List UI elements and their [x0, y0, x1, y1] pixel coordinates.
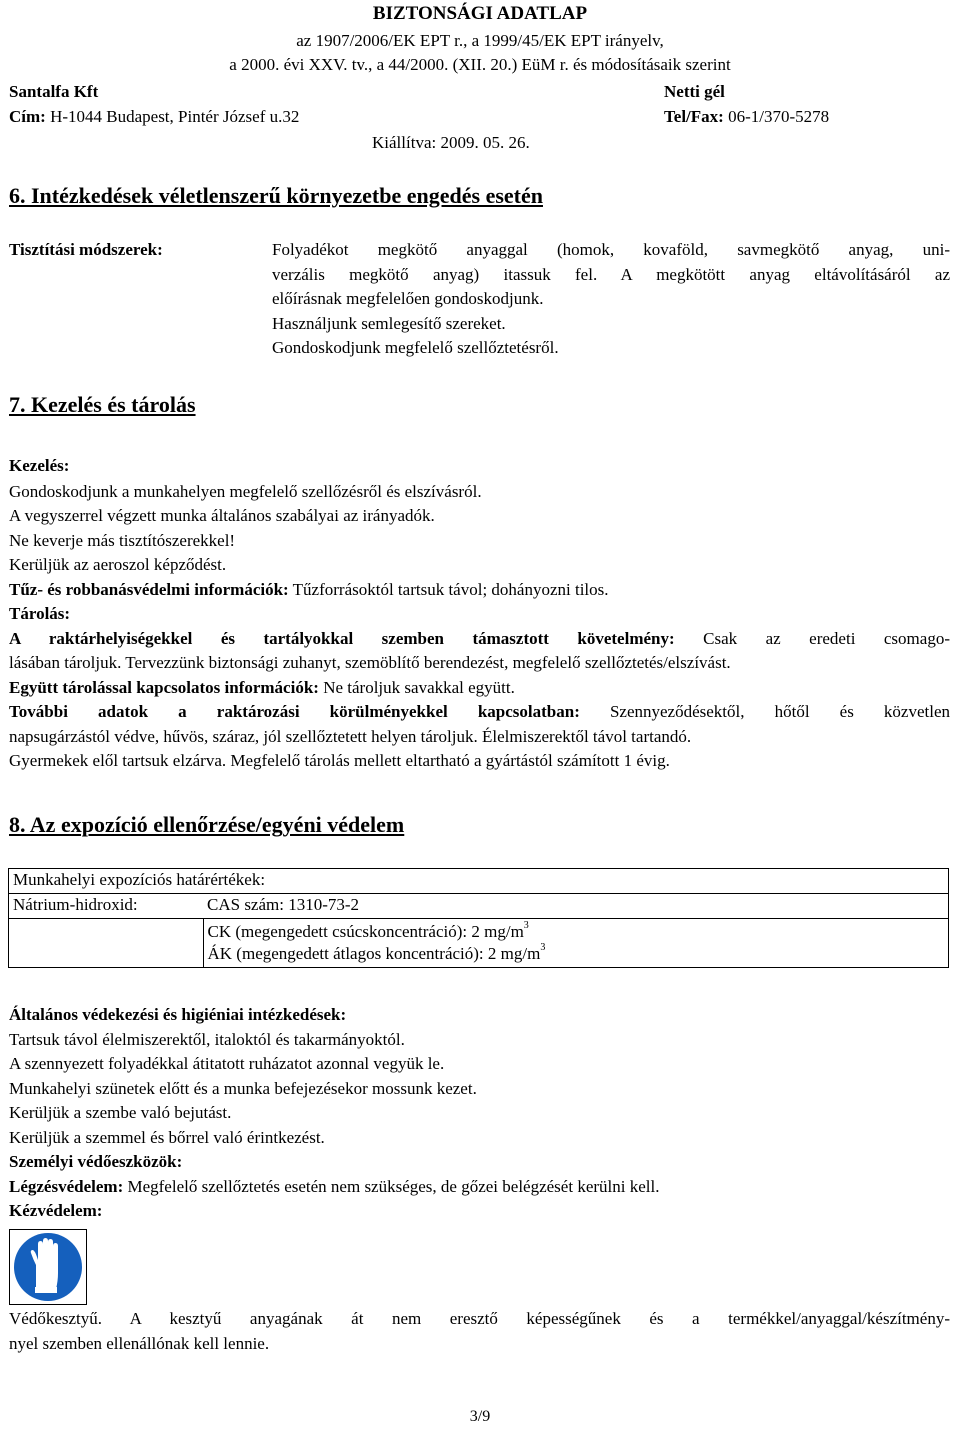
limit-values [203, 919, 949, 968]
product-name: Netti gél [664, 82, 725, 101]
glove-line: nyel szemben ellenállónak kell lennie. [9, 1333, 270, 1353]
together-storage-info: Együtt tárolással kapcsolatos információk: Ne tároljuk savakkal együtt. [9, 677, 515, 697]
further-storage-info-cont: Gyermekek elől tartsuk elzárva. Megfelelő tárolás mellett eltartható a gyártástól számított 1 évig. [9, 751, 670, 770]
text-line: Gondoskodjunk megfelelő szellőztetésről. [272, 338, 559, 357]
glove-description [9, 1307, 950, 1356]
text-line: Használjunk semlegesítő szereket. [272, 313, 506, 333]
hand-protection-label: Kézvédelem: [9, 1201, 103, 1220]
handling-line: Gondoskodjunk a munkahelyen megfelelő szellőzésről és elszívásról. [9, 481, 482, 501]
page-number: 3/9 [469, 1408, 491, 1425]
section-8-heading: 8. Az expozíció ellenőrzése/egyéni védelem [9, 812, 405, 837]
storage-requirement-cont: lásában tároljuk. Tervezzünk biztonsági zuhanyt, szemöblítő berendezést, megfelelő szellőztetés/elszívást. [9, 653, 731, 672]
company-phone: Tel/Fax: 06-1/370-5278 [664, 107, 830, 126]
ppe-label: Személyi védőeszközök: [9, 1152, 183, 1171]
hygiene-measures [9, 1003, 950, 1224]
glove-cuff [35, 1287, 57, 1293]
text-line: előírásnak megfelelően gondoskodjunk. [272, 289, 544, 308]
respiratory-protection: Légzésvédelem: Megfelelő szellőztetés esetén nem szükséges, de gőzei belégzését kerülni kell. [9, 1176, 660, 1196]
company-address: Cím: H-1044 Budapest, Pintér József u.32 [9, 107, 300, 126]
section-7-heading: 7. Kezelés és tárolás [9, 392, 196, 417]
document-title: BIZTONSÁGI ADATLAP [372, 3, 588, 24]
general-line: Kerüljük a szemmel és bőrrel való érintkezést. [9, 1127, 325, 1147]
table-title: Munkahelyi expozíciós határértékek: [9, 869, 949, 894]
fire-info: Tűz- és robbanásvédelmi információk: Tűzforrásoktól tartsuk távol; dohányozni tilos. [9, 579, 609, 599]
general-line: A szennyezett folyadékkal átitatott ruházatot azonnal vegyük le. [9, 1054, 445, 1073]
general-line: Kerüljük a szembe való bejutást. [9, 1103, 232, 1122]
further-storage-info-cont: napsugárzástól védve, hűvös, száraz, jól szellőztetett helyen tároljuk. Élelmiszerektől távol tartandó. [9, 726, 692, 746]
glove-line: Védőkesztyű. A kesztyű anyagának át nem eresztő képességűnek és a termékkel/anyaggal/készítmény- [9, 1309, 950, 1328]
company-name: Santalfa Kft [9, 82, 99, 101]
section-7-body [9, 454, 950, 774]
cas-number: CAS szám: 1310-73-2 [203, 894, 949, 919]
regulation-line-1: az 1907/2006/EK EPT r., a 1999/45/EK EPT irányelv, [296, 31, 664, 50]
general-measures-label: Általános védekezési és higiéniai intézkedések: [9, 1005, 347, 1024]
ck-value: CK (megengedett csúcskoncentráció): 2 $mg/m^3$ [207, 920, 529, 941]
handling-line: Kerüljük az aeroszol képződést. [9, 555, 227, 574]
general-line: Munkahelyi szünetek előtt és a munka befejezésekor mossunk kezet. [9, 1078, 477, 1098]
glove-icon [9, 1229, 87, 1305]
issue-date: Kiállítva: 2009. 05. 26. [372, 133, 530, 152]
storage-label: Tárolás: [9, 604, 71, 623]
exposure-limits-table [8, 868, 949, 968]
handling-line: Ne keverje más tisztítószerekkel! [9, 530, 236, 550]
text-line: Folyadékot megkötő anyaggal (homok, kovaföld, savmegkötő anyag, uni- [272, 240, 950, 259]
text-line: verzális megkötő anyag) itassuk fel. A megkötött anyag eltávolításáról az [272, 264, 950, 284]
ak-value: ÁK (megengedett átlagos koncentráció): 2 $mg/m^3$ [207, 942, 546, 963]
cleaning-methods-label: Tisztítási módszerek: [9, 240, 163, 259]
regulation-line-2: a 2000. évi XXV. tv., a 44/2000. (XII. 20.) EüM r. és módosításaik szerint [229, 55, 731, 74]
handling-line: A vegyszerrel végzett munka általános szabályai az irányadók. [9, 506, 435, 525]
cleaning-methods-text [272, 238, 950, 361]
further-storage-info: További adatok a raktározási körülményekkel kapcsolatban: Szennyeződésektől, hőtől és közvetlen [9, 702, 950, 721]
section-6-heading: 6. Intézkedések véletlenszerű környezetbe engedés esetén [9, 183, 543, 208]
substance-name: Nátrium-hidroxid: [9, 894, 204, 919]
handling-label: Kezelés: [9, 456, 70, 475]
storage-requirement: A raktárhelyiségekkel és tartályokkal szemben támasztott követelmény: Csak az eredeti csomago- [9, 628, 950, 648]
general-line: Tartsuk távol élelmiszerektől, italoktól és takarmányoktól. [9, 1029, 405, 1049]
empty-cell [9, 919, 204, 968]
